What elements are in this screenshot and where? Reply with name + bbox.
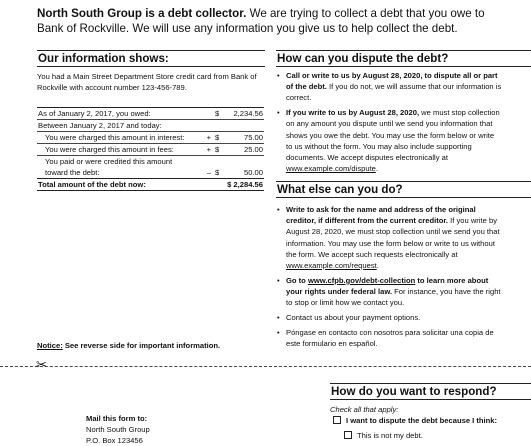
row-sign: + [202,144,212,156]
mail-address [86,413,150,446]
intro-bold: North South Group is a debt collector. [37,7,247,20]
notice: Notice: See reverse side for important information. [37,341,221,350]
list-item: • Go to www.cfpb.gov/debt-collection to learn more about your rights under federal law. For instance, you have the right to stop or limit how we contact you. [276,275,502,309]
row-sign: + [202,132,212,144]
dispute-link[interactable]: www.example.com/dispute [286,164,376,174]
scissors-icon: ✂ [36,357,47,372]
list-item: • Contact us about your payment options. [276,312,502,323]
table-row [37,144,264,156]
list-item: • If you write to us by August 28, 2020, we must stop collection on any amount you dispute until we send you information that shows you owe the debt. You may use the form below or write to us without the form. You may also include supporting documents. We accept disputes electronically at www.example.com/dispute. [276,107,502,174]
check-all-label: Check all that apply: [330,405,399,414]
list-item: • Write to ask for the name and address of the original creditor, if different from the current creditor. If you write by August 28, 2020, we must stop collection until we send you that information. You may use the form below or write to us without the form. We accept such requests electronically at www.example.com/request. [276,204,502,271]
row-currency: $ [212,108,226,120]
table-row [37,120,264,132]
row-currency: $ [215,168,220,177]
total-amount: $ 2,284.56 [202,179,264,191]
else-list [276,204,502,352]
intro-paragraph [37,6,507,36]
row-currency: $ [212,132,226,144]
row-label: You were charged this amount in fees: [37,144,202,156]
list-item: • Póngase en contacto con nosotros para solicitar una copia de este formulario en español. [276,327,502,349]
row-sign: – [206,168,211,177]
table-row [37,132,264,144]
checkbox[interactable] [344,431,352,439]
dispute-heading: How can you dispute the debt? [276,50,531,67]
mail-line: P.O. Box 123456 [86,436,143,445]
debt-table [37,107,264,191]
row-label: You paid or were credited this amount toward the debt: [45,157,173,177]
dispute-option[interactable]: I want to dispute the debt because I think: [333,415,497,426]
mail-title: Mail this form to: [86,414,148,423]
row-amount: 2,234.56 [226,108,264,120]
cfpb-link[interactable]: www.cfpb.gov/debt-collection [307,275,416,285]
left-heading: Our information shows: [37,50,265,67]
total-row [37,179,264,191]
intro-text: We are trying to collect a debt that you owe to Bank of Rockville. We will use any information you give us to help collect the debt. [37,7,485,35]
row-amount: 75.00 [226,132,264,144]
not-my-debt-option[interactable]: This is not my debt. [344,430,423,441]
mail-line: North South Group [86,425,150,434]
respond-heading: How do you want to respond? [330,383,531,400]
account-text: You had a Main Street Department Store credit card from Bank of Rockville with account number 123-456-789. [37,72,257,93]
total-label: Total amount of the debt now: [37,179,202,191]
else-heading: What else can you do? [276,181,531,198]
row-label: As of January 2, 2017, you owed: [37,108,202,120]
row-label: You were charged this amount in interest: [37,132,202,144]
table-row [37,156,264,179]
row-amount: 50.00 [243,168,263,177]
request-link[interactable]: www.example.com/request [286,261,377,271]
row-sign [202,108,212,120]
checkbox[interactable] [333,416,341,424]
cut-line [0,366,531,367]
list-item: • Call or write to us by August 28, 2020, to dispute all or part of the debt. If you do not, we will assume that our information is correct. [276,70,502,104]
table-row [37,108,264,120]
row-label: Between January 2, 2017 and today: [37,120,202,132]
row-currency: $ [212,144,226,156]
dispute-list [276,70,502,178]
row-amount: 25.00 [226,144,264,156]
